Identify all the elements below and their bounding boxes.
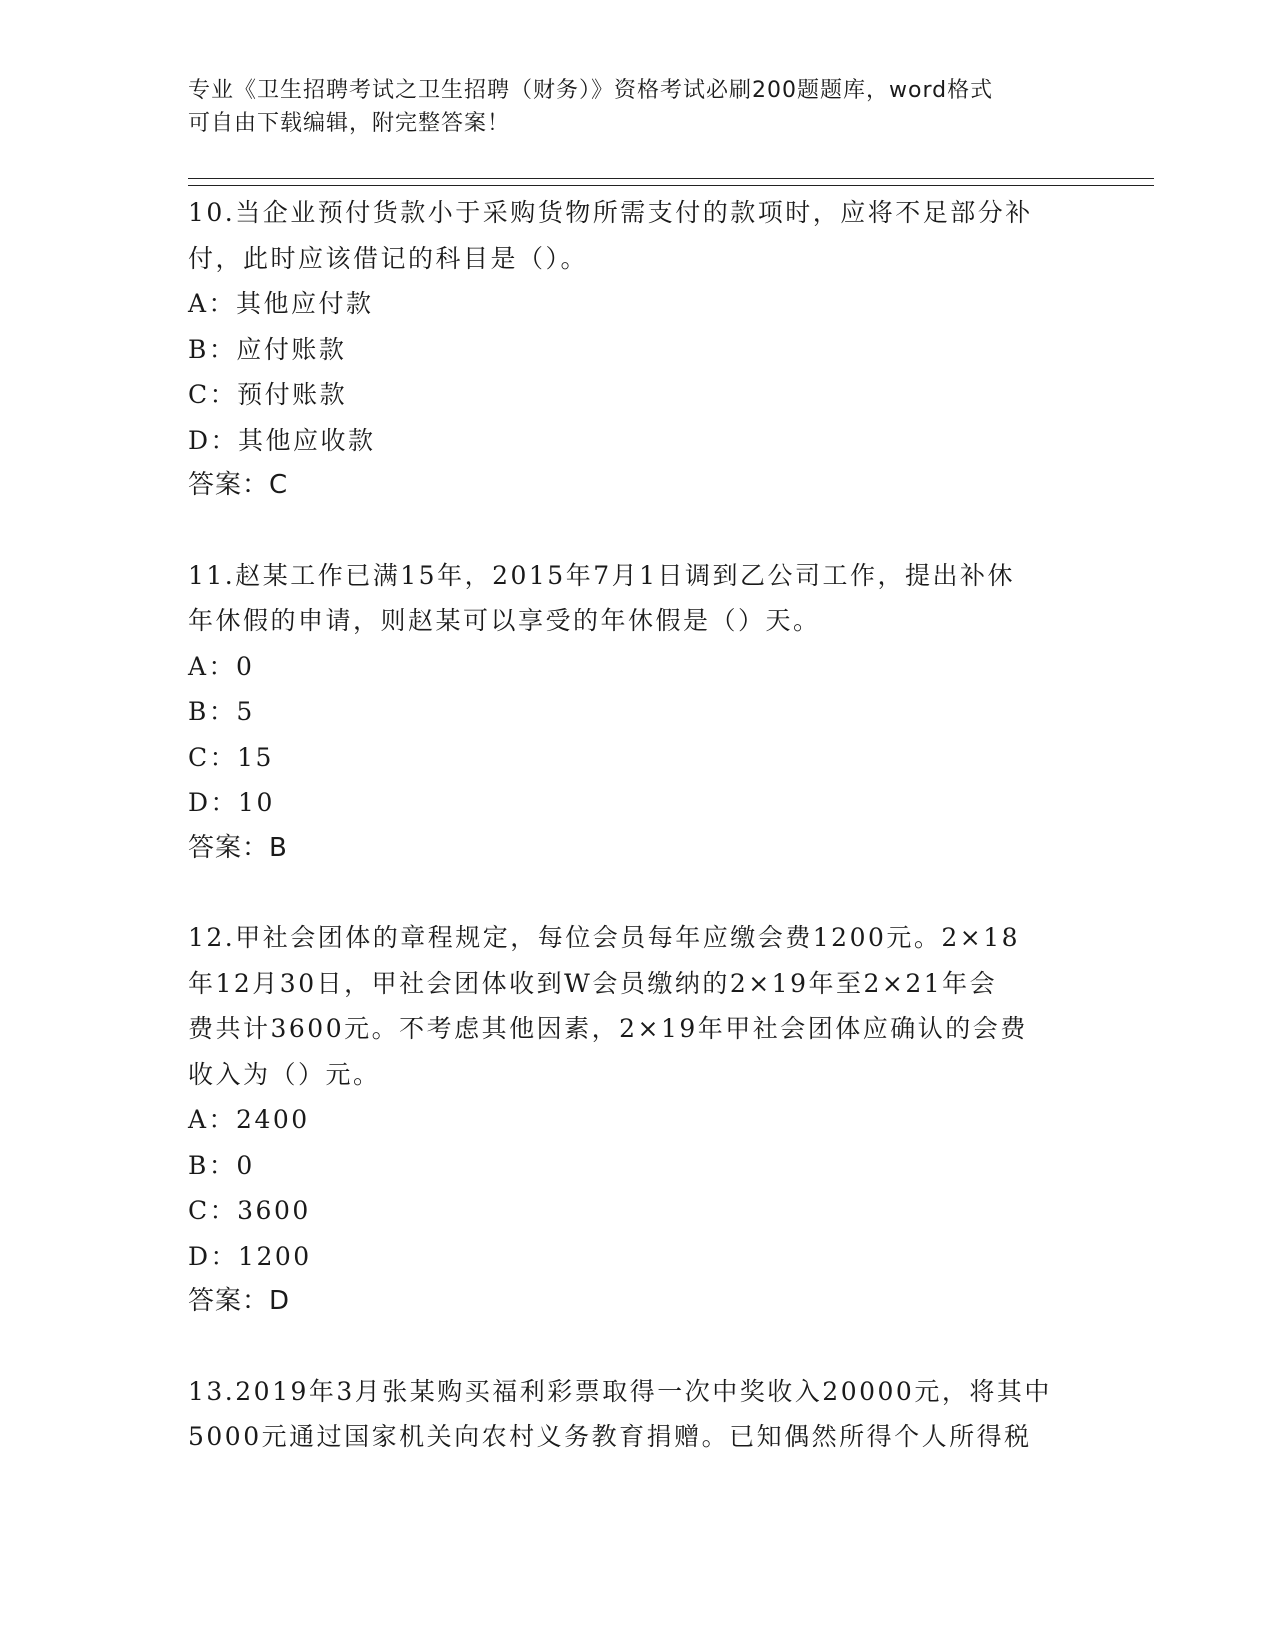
question-stem: 付，此时应该借记的科目是（）。 — [188, 243, 589, 273]
header-divider — [188, 178, 1154, 186]
option-c: C：3600 — [188, 1196, 311, 1225]
answer: 答案：B — [188, 832, 288, 863]
option-b: B：5 — [188, 697, 255, 726]
option-c: C：15 — [188, 742, 274, 772]
option-d: D：其他应收款 — [188, 425, 376, 455]
question-stem: 10.当企业预付货款小于采购货物所需支付的款项时，应将不足部分补 — [188, 198, 1033, 227]
header-line: 可自由下载编辑，附完整答案！ — [188, 111, 511, 136]
question-11 — [188, 553, 1078, 872]
option-b: B：0 — [188, 1150, 255, 1180]
option-a: A：其他应付款 — [188, 289, 374, 318]
option-a: A：0 — [188, 651, 255, 681]
option-d: D：10 — [188, 788, 275, 817]
question-10 — [188, 190, 1078, 509]
question-list — [188, 190, 1078, 1504]
option-c: C：预付账款 — [188, 380, 348, 409]
option-b: B：应付账款 — [188, 334, 347, 364]
option-d: D：1200 — [188, 1241, 312, 1271]
question-13 — [188, 1369, 1078, 1460]
answer: 答案：D — [188, 1286, 291, 1316]
answer: 答案：C — [188, 470, 289, 500]
question-stem: 年休假的申请，则赵某可以享受的年休假是（）天。 — [188, 606, 821, 635]
question-stem: 11.赵某工作已满15年，2015年7月1日调到乙公司工作，提出补休 — [188, 560, 1016, 590]
question-12 — [188, 915, 1078, 1325]
question-stem: 年12月30日，甲社会团体收到W会员缴纳的2×19年至2×21年会 — [188, 968, 998, 998]
question-stem: 5000元通过国家机关向农村义务教育捐赠。已知偶然所得个人所得税 — [188, 1422, 1032, 1451]
question-stem: 收入为（）元。 — [188, 1059, 381, 1089]
question-stem: 13.2019年3月张某购买福利彩票取得一次中奖收入20000元，将其中 — [188, 1376, 1052, 1406]
question-stem: 费共计3600元。不考虑其他因素，2×19年甲社会团体应确认的会费 — [188, 1014, 1028, 1043]
page-header — [188, 74, 1068, 140]
header-line: 专业《卫生招聘考试之卫生招聘（财务）》资格考试必刷200题题库，word格式 — [188, 78, 994, 103]
question-stem: 12.甲社会团体的章程规定，每位会员每年应缴会费1200元。2×18 — [188, 923, 1021, 952]
option-a: A：2400 — [188, 1105, 310, 1134]
